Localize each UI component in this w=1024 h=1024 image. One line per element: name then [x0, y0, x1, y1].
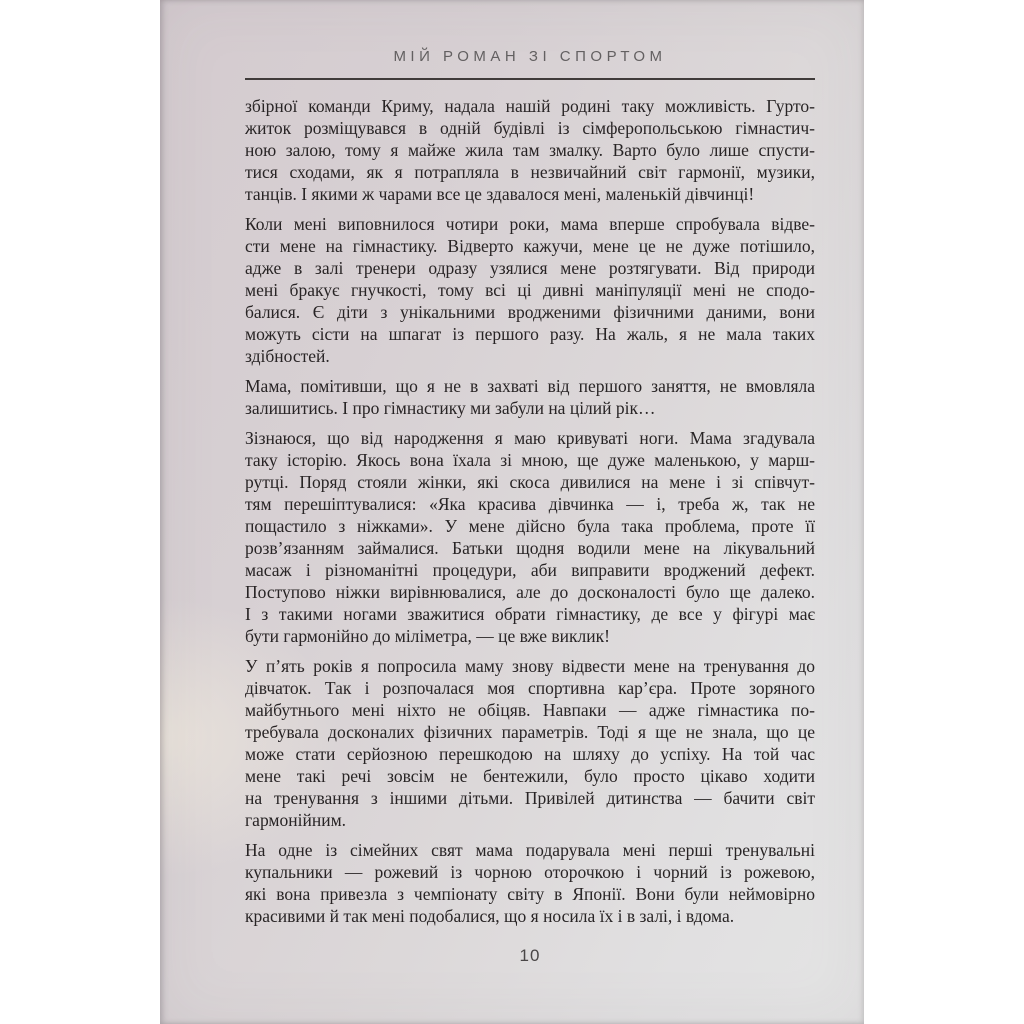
text-line: адже в залі тренери одразу узялися мене розтягувати. Від природи: [245, 258, 815, 278]
paragraph: [245, 839, 815, 927]
text-line: Мама, помітивши, що я не в захваті від першого заняття, не вмовляла: [245, 376, 815, 396]
text-line: ною залою, тому я майже жила там змалку. Варто було лише спусти-: [245, 140, 815, 160]
paragraph: [245, 95, 815, 205]
text-line: таку історію. Якось вона їхала зі мною, ще дуже маленькою, у марш-: [245, 450, 815, 470]
text-line: здібностей.: [245, 346, 330, 366]
text-line: майбутнього мені ніхто не обіцяв. Навпаки — адже гімнастика по-: [245, 700, 815, 720]
text-line: пощастило з ніжками». У мене дійсно була така проблема, проте її: [245, 516, 815, 536]
text-line: красивими й так мені подобалися, що я носила їх і в залі, і вдома.: [245, 906, 735, 926]
text-line: І з такими ногами зважитися обрати гімнастику, де все у фігурі має: [245, 604, 815, 624]
text-line: рутці. Поряд стояли жінки, які скоса дивилися на мене і зі співчут-: [245, 472, 815, 492]
page-number: 10: [519, 946, 541, 965]
text-line: купальники — рожевий із чорною оторочкою і чорний із рожевою,: [245, 862, 815, 882]
text-line: Поступово ніжки вирівнювалися, але до досконалості було ще далеко.: [245, 582, 815, 602]
text-line: на тренування з іншими дітьми. Привілей дитинства — бачити світ: [245, 788, 815, 808]
text-line: У п’ять років я попросила маму знову відвести мене на тренування до: [245, 656, 815, 676]
text-line: можуть сісти на шпагат із першого разу. На жаль, я не мала таких: [245, 324, 815, 344]
running-head-title: МІЙ РОМАН ЗІ СПОРТОМ: [245, 48, 815, 80]
text-column: [245, 0, 815, 935]
paragraph: [245, 427, 815, 647]
text-line: танців. І якими ж чарами все це здавалося мені, маленькій дівчинці!: [245, 184, 755, 204]
text-line: бути гармонійно до міліметра, — це вже виклик!: [245, 626, 610, 646]
text-line: Зізнаюся, що від народження я маю кривуваті ноги. Мама згадувала: [245, 428, 815, 448]
body-text: [245, 95, 815, 927]
text-line: мене такі речі зовсім не бентежили, було просто цікаво ходити: [245, 766, 815, 786]
text-line: Коли мені виповнилося чотири роки, мама вперше спробувала відве-: [245, 214, 815, 234]
text-line: балися. Є діти з унікальними вродженими фізичними даними, вони: [245, 302, 815, 322]
text-line: гармонійним.: [245, 810, 347, 830]
text-line: збірної команди Криму, надала нашій родині таку можливість. Гурто-: [245, 96, 815, 116]
text-line: тям перешіптувалися: «Яка красива дівчинка — і, треба ж, так не: [245, 494, 815, 514]
text-line: сти мене на гімнастику. Відверто кажучи, мене це не дуже потішило,: [245, 236, 815, 256]
book-page-photo: [160, 0, 864, 1024]
text-line: На одне із сімейних свят мама подарувала мені перші тренувальні: [245, 840, 815, 860]
text-line: масаж і різноманітні процедури, аби виправити вроджений дефект.: [245, 560, 815, 580]
text-line: требувала досконалих фізичних параметрів. Тоді я ще не знала, що це: [245, 722, 815, 742]
text-line: тися сходами, як я потрапляла в незвичайний світ гармонії, музики,: [245, 162, 815, 182]
text-line: дівчаток. Так і розпочалася моя спортивна кар’єра. Проте зоряного: [245, 678, 815, 698]
text-line: житок розміщувався в одній будівлі із сімферопольською гімнастич-: [245, 118, 815, 138]
text-line: мені бракує гнучкості, тому всі ці дивні маніпуляції мені не сподо-: [245, 280, 815, 300]
paragraph: [245, 375, 815, 419]
paragraph: [245, 655, 815, 831]
text-line: які вона привезла з чемпіонату світу в Японії. Вони були неймовірно: [245, 884, 815, 904]
text-line: може стати серйозною перешкодою на шляху до успіху. На той час: [245, 744, 815, 764]
text-line: залишитись. І про гімнастику ми забули на цілий рік…: [245, 398, 656, 418]
paragraph: [245, 213, 815, 367]
text-line: розв’язанням займалися. Батьки щодня водили мене на лікувальний: [245, 538, 815, 558]
